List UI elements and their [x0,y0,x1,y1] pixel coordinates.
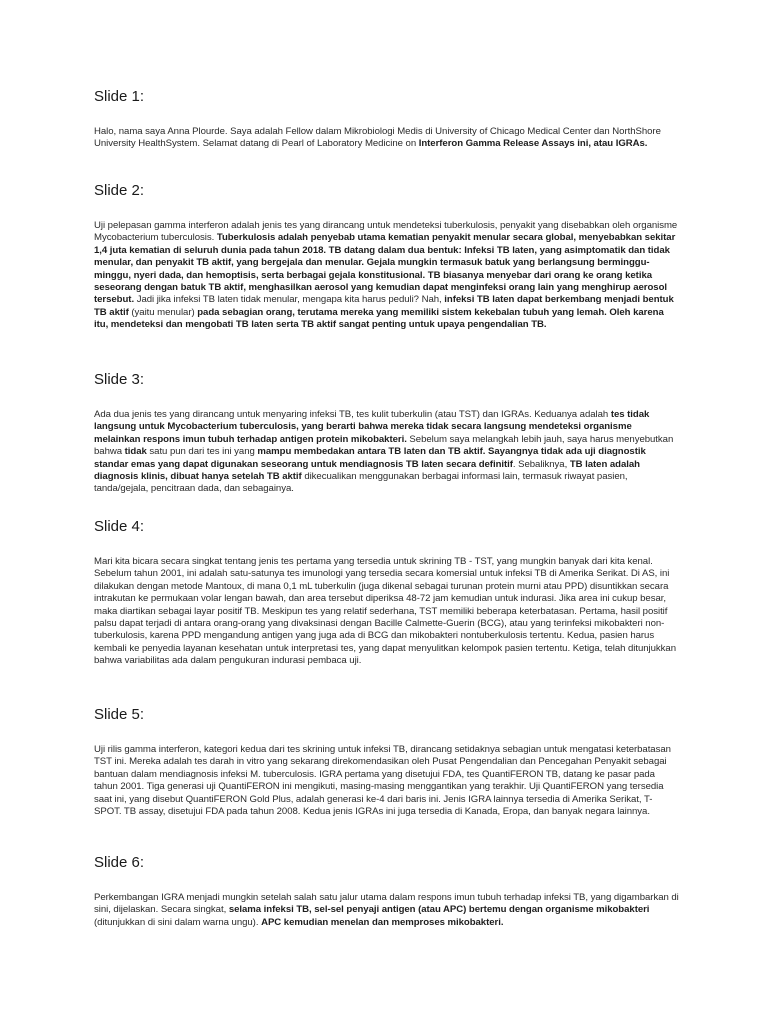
text-run: dikecualikan menggunakan berbagai informasi lain, termasuk riwayat pasien, tanda/gejala, pencitraan dada, dan sebagainya. [94,471,628,495]
bold-text-run: tidak [124,446,147,458]
text-run: Uji pelepasan gamma interferon adalah jenis tes yang dirancang untuk mendeteksi tuberkulosis, penyakit yang disebabkan oleh organisme Mycobacterium tuberculosis. [94,220,678,244]
slide-section-5 [94,706,679,818]
slide-heading: Slide 4: [94,518,145,535]
text-run: Halo, nama saya Anna Plourde. Saya adalah Fellow dalam Mikrobiologi Medis di University of Chicago Medical Center dan NorthShore University HealthSystem. Selamat datang di Pearl of Laboratory Medicine on [94,126,661,150]
text-run: Uji rilis gamma interferon, kategori kedua dari tes skrining untuk infeksi TB, dirancang setidaknya sebagian untuk mengatasi keterbatasan TST ini. Mereka adalah tes darah in vitro yang sekarang direkomendasikan oleh Pusat Pengendalian dan Pencegahan Penyakit sebagai bantuan dalam mendiagnosis infeksi M. tuberculosis. IGRA pertama yang disetujui FDA, tes QuantiFERON TB, datang ke pasar pada tahun 2001. Tiga generasi uji QuantiFERON ini mengikuti, masing-masing menggantikan yang terakhir. Uji QuantiFERON yang tersedia saat ini, yang disebut QuantiFERON Gold Plus, adalah generasi ke-4 dari baris ini. Jenis IGRA lainnya tersedia di Amerika Serikat, T-SPOT. TB assay, disetujui FDA pada tahun 2008. Kedua jenis IGRAs ini juga tersedia di Kanada, Eropa, dan banyak negara lainnya. [94,744,671,818]
text-run: Sebelum saya melangkah lebih jauh, saya harus menyebutkan bahwa [94,433,674,458]
slide-section-3 [94,371,679,496]
slide-heading: Slide 6: [94,854,145,871]
bold-text-run: mampu membedakan antara TB laten dan TB aktif. Sayangnya tidak ada uji diagnostik standar emas yang dapat digunakan seseorang untuk mendiagnosis TB laten secara definitif [94,446,646,470]
slide-section-4 [94,518,679,668]
slide-section-1 [94,88,679,151]
bold-text-run: Interferon Gamma Release Assays ini, atau IGRAs. [418,138,648,150]
bold-text-run: pada sebagian orang, terutama mereka yang memiliki sistem kekebalan tubuh yang lemah. Oleh karena itu, mendeteksi dan mengobati TB laten serta TB aktif sangat penting untuk upaya pengendalian TB. [94,306,664,331]
text-run: (yaitu menular) [128,306,198,318]
bold-text-run: Tuberkulosis adalah penyebab utama kematian penyakit menular secara global, menyebabkan sekitar 1,4 juta kematian di seluruh dunia pada tahun 2018. TB datang dalam dua bentuk: Infeksi TB laten, yang asimptomatik dan tidak menular, dan penyakit TB aktif, yang bergejala dan menular. Gejala mungkin termasuk batuk yang berlangsung berminggu-minggu, nyeri dada, dan hemoptisis, serta berbagai gejala konstitusional. TB biasanya menyebar dari orang ke orang ketika seseorang dengan batuk TB aktif, menghasilkan aerosol yang kemudian dapat menginfeksi orang lain yang menghirup aerosol tersebut. [94,232,676,306]
text-run: Mari kita bicara secara singkat tentang jenis tes pertama yang tersedia untuk skrining TB - TST, yang mungkin banyak dari kita kenal. Sebelum tahun 2001, ini adalah satu-satunya tes imunologi yang tersedia secara komersial untuk infeksi TB di Amerika Serikat. Di AS, ini dilakukan dengan metode Mantoux, di mana 0,1 mL tuberkulin (juga dikenal sebagai turunan protein murni atau PPD) disuntikkan secara intrakutan ke permukaan volar lengan bawah, dan area tersebut diperiksa 48-72 jam kemudian untuk indurasi. Jika area ini cukup besar, maka diartikan sebagai layar positif TB. Meskipun tes yang relatif sederhana, TST memiliki beberapa keterbatasan. Pertama, hasil positif palsu dapat terjadi di antara orang-orang yang divaksinasi dengan Bacille Calmette-Guerin (BCG), atau yang terinfeksi mikobakteri non-tuberkulosis, karena PPD mengandung antigen yang juga ada di BCG dan mikobakteri nontuberkulosis tertentu. Kedua, pasien harus kembali ke penyedia layanan kesehatan untuk interpretasi tes, yang dapat menyulitkan kelompok pasien tertentu. Ketiga, telah ditunjukkan bahwa variabilitas ada dalam pengukuran indurasi pembaca uji. [94,556,676,667]
bold-text-run: tes tidak langsung untuk Mycobacterium tuberculosis, yang berarti bahwa mereka tidak secara langsung mendeteksi organisme melainkan respons imun tubuh terhadap antigen protein mikobakteri. [94,409,650,445]
text-run: Perkembangan IGRA menjadi mungkin setelah salah satu jalur utama dalam respons imun tubuh terhadap infeksi TB, yang digambarkan di sini, dijelaskan. Secara singkat, [94,892,679,916]
slide-paragraph [94,744,679,818]
text-run: (ditunjukkan di sini dalam warna ungu). [94,916,262,928]
text-run: . Sebaliknya, [512,458,570,470]
slide-paragraph [94,126,679,151]
slide-paragraph [94,892,679,929]
slide-paragraph [94,409,679,496]
slide-heading: Slide 2: [94,182,145,199]
slide-section-2 [94,182,679,332]
bold-text-run: selama infeksi TB, sel-sel penyaji antigen (atau APC) bertemu dengan organisme mikobakteri [228,904,650,916]
text-run: satu pun dari tes ini yang [146,446,258,458]
slide-paragraph [94,220,679,332]
bold-text-run: TB laten adalah diagnosis klinis, dibuat hanya setelah TB aktif [94,458,640,483]
slide-paragraph [94,556,679,668]
bold-text-run: infeksi TB laten dapat berkembang menjadi bentuk TB aktif [94,294,674,318]
text-run: Jadi jika infeksi TB laten tidak menular, mengapa kita harus peduli? Nah, [134,294,445,306]
slide-heading: Slide 1: [94,88,145,105]
bold-text-run: APC kemudian menelan dan memproses mikobakteri. [261,916,504,928]
slide-heading: Slide 5: [94,706,145,723]
slide-heading: Slide 3: [94,371,145,388]
slide-section-6 [94,854,679,929]
text-run: Ada dua jenis tes yang dirancang untuk menyaring infeksi TB, tes kulit tuberkulin (atau TST) dan IGRAs. Keduanya adalah [94,409,611,420]
